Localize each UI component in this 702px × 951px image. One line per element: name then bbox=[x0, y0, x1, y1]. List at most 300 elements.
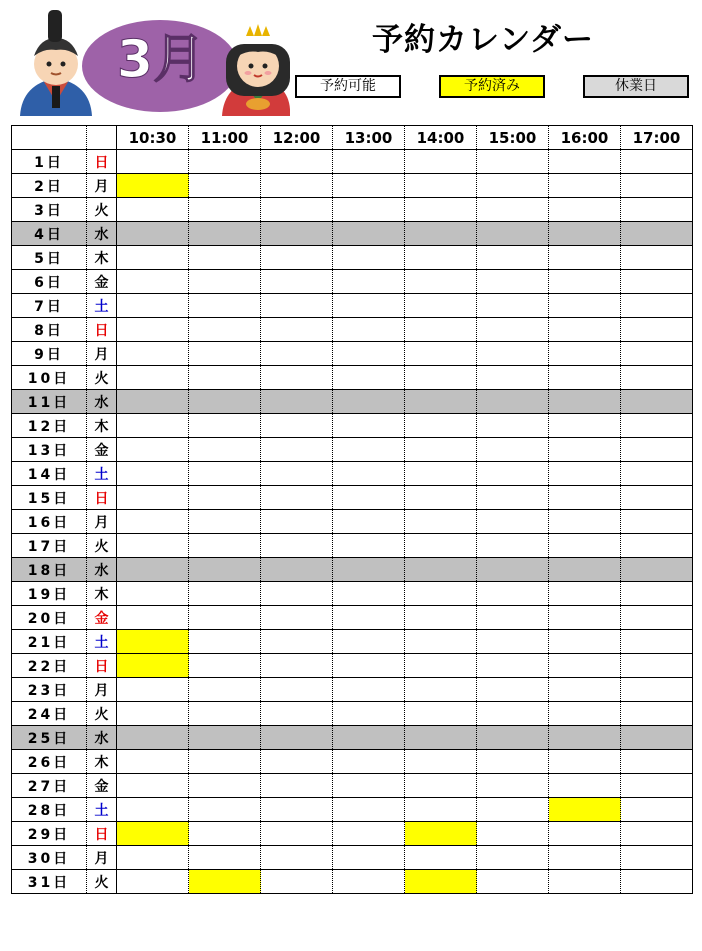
day-date-cell: 20日 bbox=[12, 606, 87, 630]
slot-cell-available[interactable] bbox=[189, 510, 261, 534]
slot-cell-available[interactable] bbox=[405, 702, 477, 726]
day-date-cell: 17日 bbox=[12, 534, 87, 558]
slot-cell-available[interactable] bbox=[477, 630, 549, 654]
slot-cell-available[interactable] bbox=[117, 846, 189, 870]
slot-cell-available[interactable] bbox=[261, 174, 333, 198]
slot-cell-available[interactable] bbox=[549, 342, 621, 366]
slot-cell-available[interactable] bbox=[333, 270, 405, 294]
slot-cell-available[interactable] bbox=[189, 606, 261, 630]
time-slot-header: 17:00 bbox=[621, 126, 693, 150]
slot-cell-available[interactable] bbox=[261, 750, 333, 774]
slot-cell-available[interactable] bbox=[333, 774, 405, 798]
slot-cell-available[interactable] bbox=[549, 822, 621, 846]
slot-cell-booked[interactable] bbox=[405, 870, 477, 894]
slot-cell-available[interactable] bbox=[621, 582, 693, 606]
slot-cell-available[interactable] bbox=[405, 846, 477, 870]
slot-cell-available[interactable] bbox=[189, 750, 261, 774]
day-weekday-cell: 日 bbox=[87, 318, 117, 342]
slot-cell-available[interactable] bbox=[549, 438, 621, 462]
slot-cell-available[interactable] bbox=[405, 798, 477, 822]
day-weekday-cell: 金 bbox=[87, 438, 117, 462]
day-row bbox=[12, 822, 693, 846]
slot-cell-available[interactable] bbox=[189, 678, 261, 702]
slot-cell-available[interactable] bbox=[621, 462, 693, 486]
slot-cell-available[interactable] bbox=[261, 318, 333, 342]
slot-cell-booked[interactable] bbox=[117, 174, 189, 198]
slot-cell-available[interactable] bbox=[117, 702, 189, 726]
slot-cell-available[interactable] bbox=[549, 486, 621, 510]
slot-cell-available[interactable] bbox=[549, 294, 621, 318]
day-row bbox=[12, 414, 693, 438]
slot-cell-available[interactable] bbox=[333, 174, 405, 198]
day-weekday-cell: 水 bbox=[87, 558, 117, 582]
slot-cell-available[interactable] bbox=[333, 654, 405, 678]
slot-cell-available[interactable] bbox=[261, 582, 333, 606]
slot-cell-available[interactable] bbox=[333, 510, 405, 534]
slot-cell-available[interactable] bbox=[405, 510, 477, 534]
day-date-cell: 13日 bbox=[12, 438, 87, 462]
slot-cell-available[interactable] bbox=[549, 678, 621, 702]
slot-cell-available[interactable] bbox=[477, 582, 549, 606]
day-weekday-cell: 水 bbox=[87, 390, 117, 414]
slot-cell-available[interactable] bbox=[405, 198, 477, 222]
slot-cell-available[interactable] bbox=[261, 414, 333, 438]
slot-cell-available[interactable] bbox=[117, 366, 189, 390]
slot-cell-available[interactable] bbox=[477, 606, 549, 630]
day-row bbox=[12, 486, 693, 510]
slot-cell-available[interactable] bbox=[189, 318, 261, 342]
day-weekday-cell: 日 bbox=[87, 654, 117, 678]
slot-cell-available[interactable] bbox=[261, 150, 333, 174]
slot-cell-available[interactable] bbox=[621, 150, 693, 174]
day-date-cell: 6日 bbox=[12, 270, 87, 294]
slot-cell-available[interactable] bbox=[477, 870, 549, 894]
slot-cell-available[interactable] bbox=[549, 270, 621, 294]
slot-cell-available[interactable] bbox=[189, 486, 261, 510]
slot-cell-available[interactable] bbox=[117, 294, 189, 318]
slot-cell-available[interactable] bbox=[333, 606, 405, 630]
slot-cell-available[interactable] bbox=[621, 534, 693, 558]
slot-cell-available[interactable] bbox=[405, 654, 477, 678]
time-slot-header: 14:00 bbox=[405, 126, 477, 150]
header-weekday-cell bbox=[87, 126, 117, 150]
day-row bbox=[12, 174, 693, 198]
day-date-cell: 19日 bbox=[12, 582, 87, 606]
day-date-cell: 31日 bbox=[12, 870, 87, 894]
day-row bbox=[12, 318, 693, 342]
slot-cell-available[interactable] bbox=[621, 630, 693, 654]
slot-cell-available[interactable] bbox=[261, 486, 333, 510]
slot-cell-available[interactable] bbox=[621, 678, 693, 702]
slot-cell-available[interactable] bbox=[333, 486, 405, 510]
slot-cell-available[interactable] bbox=[189, 702, 261, 726]
day-date-cell: 4日 bbox=[12, 222, 87, 246]
slot-cell-available[interactable] bbox=[117, 318, 189, 342]
day-row bbox=[12, 198, 693, 222]
slot-cell-available[interactable] bbox=[549, 774, 621, 798]
day-row bbox=[12, 390, 693, 414]
slot-cell-available[interactable] bbox=[477, 174, 549, 198]
slot-cell-booked[interactable] bbox=[549, 798, 621, 822]
slot-cell-available[interactable] bbox=[405, 606, 477, 630]
day-date-cell: 1日 bbox=[12, 150, 87, 174]
slot-cell-available[interactable] bbox=[477, 438, 549, 462]
day-date-cell: 24日 bbox=[12, 702, 87, 726]
slot-cell-available[interactable] bbox=[621, 198, 693, 222]
slot-cell-available[interactable] bbox=[333, 342, 405, 366]
slot-cell-available[interactable] bbox=[261, 654, 333, 678]
slot-cell-available[interactable] bbox=[549, 150, 621, 174]
slot-cell-available[interactable] bbox=[477, 270, 549, 294]
legend-available: 予約可能 bbox=[295, 75, 401, 98]
slot-cell-available[interactable] bbox=[621, 702, 693, 726]
slot-cell-closed bbox=[405, 726, 477, 750]
slot-cell-available[interactable] bbox=[333, 534, 405, 558]
slot-cell-available[interactable] bbox=[189, 534, 261, 558]
day-row bbox=[12, 558, 693, 582]
slot-cell-available[interactable] bbox=[333, 294, 405, 318]
slot-cell-available[interactable] bbox=[621, 270, 693, 294]
slot-cell-available[interactable] bbox=[621, 366, 693, 390]
slot-cell-available[interactable] bbox=[477, 462, 549, 486]
slot-cell-available[interactable] bbox=[477, 486, 549, 510]
day-weekday-cell: 木 bbox=[87, 414, 117, 438]
slot-cell-available[interactable] bbox=[477, 246, 549, 270]
slot-cell-available[interactable] bbox=[405, 318, 477, 342]
day-row bbox=[12, 846, 693, 870]
slot-cell-available[interactable] bbox=[621, 486, 693, 510]
slot-cell-available[interactable] bbox=[405, 678, 477, 702]
slot-cell-available[interactable] bbox=[549, 702, 621, 726]
slot-cell-available[interactable] bbox=[117, 582, 189, 606]
day-date-cell: 5日 bbox=[12, 246, 87, 270]
slot-cell-available[interactable] bbox=[477, 342, 549, 366]
slot-cell-closed bbox=[261, 222, 333, 246]
day-weekday-cell: 月 bbox=[87, 174, 117, 198]
slot-cell-available[interactable] bbox=[189, 630, 261, 654]
slot-cell-available[interactable] bbox=[189, 198, 261, 222]
slot-cell-available[interactable] bbox=[405, 630, 477, 654]
slot-cell-available[interactable] bbox=[189, 822, 261, 846]
slot-cell-available[interactable] bbox=[261, 462, 333, 486]
slot-cell-available[interactable] bbox=[261, 342, 333, 366]
slot-cell-available[interactable] bbox=[333, 414, 405, 438]
slot-cell-available[interactable] bbox=[117, 534, 189, 558]
slot-cell-available[interactable] bbox=[333, 702, 405, 726]
page-title: 予約カレンダー bbox=[372, 22, 594, 58]
day-weekday-cell: 火 bbox=[87, 870, 117, 894]
slot-cell-available[interactable] bbox=[261, 822, 333, 846]
month-badge: 3月 bbox=[116, 30, 206, 90]
slot-cell-available[interactable] bbox=[261, 366, 333, 390]
slot-cell-available[interactable] bbox=[189, 294, 261, 318]
day-weekday-cell: 火 bbox=[87, 366, 117, 390]
day-date-cell: 7日 bbox=[12, 294, 87, 318]
slot-cell-available[interactable] bbox=[405, 342, 477, 366]
day-weekday-cell: 月 bbox=[87, 510, 117, 534]
slot-cell-available[interactable] bbox=[333, 846, 405, 870]
slot-cell-available[interactable] bbox=[261, 294, 333, 318]
slot-cell-available[interactable] bbox=[477, 702, 549, 726]
slot-cell-available[interactable] bbox=[261, 774, 333, 798]
day-date-cell: 14日 bbox=[12, 462, 87, 486]
day-row bbox=[12, 702, 693, 726]
day-date-cell: 3日 bbox=[12, 198, 87, 222]
slot-cell-available[interactable] bbox=[405, 438, 477, 462]
slot-cell-available[interactable] bbox=[333, 150, 405, 174]
slot-cell-booked[interactable] bbox=[117, 654, 189, 678]
day-weekday-cell: 土 bbox=[87, 462, 117, 486]
slot-cell-available[interactable] bbox=[117, 750, 189, 774]
day-row bbox=[12, 438, 693, 462]
slot-cell-available[interactable] bbox=[621, 438, 693, 462]
slot-cell-closed bbox=[189, 222, 261, 246]
day-row bbox=[12, 510, 693, 534]
slot-cell-available[interactable] bbox=[549, 630, 621, 654]
slot-cell-available[interactable] bbox=[621, 510, 693, 534]
slot-cell-available[interactable] bbox=[549, 414, 621, 438]
slot-cell-available[interactable] bbox=[333, 798, 405, 822]
day-date-cell: 2日 bbox=[12, 174, 87, 198]
slot-cell-available[interactable] bbox=[189, 174, 261, 198]
slot-cell-closed bbox=[189, 558, 261, 582]
slot-cell-available[interactable] bbox=[117, 678, 189, 702]
slot-cell-available[interactable] bbox=[477, 534, 549, 558]
day-row bbox=[12, 774, 693, 798]
day-row bbox=[12, 222, 693, 246]
day-row bbox=[12, 534, 693, 558]
slot-cell-available[interactable] bbox=[405, 270, 477, 294]
slot-cell-available[interactable] bbox=[405, 366, 477, 390]
slot-cell-available[interactable] bbox=[189, 798, 261, 822]
day-weekday-cell: 火 bbox=[87, 534, 117, 558]
slot-cell-available[interactable] bbox=[621, 822, 693, 846]
slot-cell-available[interactable] bbox=[189, 150, 261, 174]
slot-cell-available[interactable] bbox=[189, 462, 261, 486]
slot-cell-available[interactable] bbox=[333, 318, 405, 342]
day-date-cell: 26日 bbox=[12, 750, 87, 774]
slot-cell-available[interactable] bbox=[261, 606, 333, 630]
slot-cell-available[interactable] bbox=[477, 654, 549, 678]
slot-cell-available[interactable] bbox=[549, 534, 621, 558]
header-row bbox=[12, 126, 693, 150]
slot-cell-available[interactable] bbox=[549, 246, 621, 270]
slot-cell-available[interactable] bbox=[405, 294, 477, 318]
slot-cell-available[interactable] bbox=[117, 798, 189, 822]
slot-cell-available[interactable] bbox=[621, 174, 693, 198]
slot-cell-available[interactable] bbox=[405, 582, 477, 606]
slot-cell-available[interactable] bbox=[549, 582, 621, 606]
slot-cell-available[interactable] bbox=[477, 294, 549, 318]
slot-cell-available[interactable] bbox=[405, 246, 477, 270]
slot-cell-available[interactable] bbox=[477, 750, 549, 774]
slot-cell-available[interactable] bbox=[261, 510, 333, 534]
slot-cell-available[interactable] bbox=[117, 270, 189, 294]
slot-cell-available[interactable] bbox=[333, 750, 405, 774]
slot-cell-closed bbox=[549, 726, 621, 750]
day-row bbox=[12, 246, 693, 270]
slot-cell-available[interactable] bbox=[189, 414, 261, 438]
slot-cell-available[interactable] bbox=[405, 462, 477, 486]
slot-cell-available[interactable] bbox=[261, 846, 333, 870]
slot-cell-available[interactable] bbox=[477, 822, 549, 846]
slot-cell-available[interactable] bbox=[117, 606, 189, 630]
day-weekday-cell: 日 bbox=[87, 486, 117, 510]
slot-cell-available[interactable] bbox=[477, 366, 549, 390]
slot-cell-available[interactable] bbox=[549, 462, 621, 486]
day-weekday-cell: 金 bbox=[87, 774, 117, 798]
slot-cell-available[interactable] bbox=[333, 462, 405, 486]
slot-cell-available[interactable] bbox=[477, 150, 549, 174]
slot-cell-available[interactable] bbox=[117, 414, 189, 438]
slot-cell-booked[interactable] bbox=[117, 822, 189, 846]
slot-cell-available[interactable] bbox=[189, 342, 261, 366]
day-row bbox=[12, 462, 693, 486]
slot-cell-closed bbox=[549, 558, 621, 582]
slot-cell-available[interactable] bbox=[405, 486, 477, 510]
slot-cell-available[interactable] bbox=[405, 534, 477, 558]
slot-cell-booked[interactable] bbox=[117, 630, 189, 654]
slot-cell-closed bbox=[189, 390, 261, 414]
slot-cell-available[interactable] bbox=[477, 798, 549, 822]
slot-cell-available[interactable] bbox=[405, 174, 477, 198]
slot-cell-available[interactable] bbox=[189, 774, 261, 798]
slot-cell-available[interactable] bbox=[261, 798, 333, 822]
day-date-cell: 18日 bbox=[12, 558, 87, 582]
day-date-cell: 29日 bbox=[12, 822, 87, 846]
day-weekday-cell: 月 bbox=[87, 342, 117, 366]
slot-cell-available[interactable] bbox=[117, 462, 189, 486]
slot-cell-available[interactable] bbox=[405, 414, 477, 438]
slot-cell-available[interactable] bbox=[621, 318, 693, 342]
slot-cell-available[interactable] bbox=[117, 150, 189, 174]
slot-cell-available[interactable] bbox=[117, 486, 189, 510]
day-weekday-cell: 土 bbox=[87, 798, 117, 822]
slot-cell-available[interactable] bbox=[189, 366, 261, 390]
day-row bbox=[12, 870, 693, 894]
slot-cell-available[interactable] bbox=[117, 438, 189, 462]
slot-cell-available[interactable] bbox=[117, 246, 189, 270]
slot-cell-available[interactable] bbox=[621, 294, 693, 318]
slot-cell-available[interactable] bbox=[477, 846, 549, 870]
slot-cell-available[interactable] bbox=[621, 798, 693, 822]
day-row bbox=[12, 654, 693, 678]
day-date-cell: 15日 bbox=[12, 486, 87, 510]
slot-cell-available[interactable] bbox=[477, 774, 549, 798]
day-date-cell: 22日 bbox=[12, 654, 87, 678]
slot-cell-closed bbox=[117, 390, 189, 414]
slot-cell-available[interactable] bbox=[189, 582, 261, 606]
slot-cell-available[interactable] bbox=[549, 318, 621, 342]
slot-cell-available[interactable] bbox=[261, 270, 333, 294]
day-weekday-cell: 水 bbox=[87, 222, 117, 246]
slot-cell-available[interactable] bbox=[333, 438, 405, 462]
slot-cell-available[interactable] bbox=[333, 198, 405, 222]
slot-cell-available[interactable] bbox=[261, 702, 333, 726]
day-weekday-cell: 日 bbox=[87, 150, 117, 174]
slot-cell-available[interactable] bbox=[477, 414, 549, 438]
slot-cell-available[interactable] bbox=[261, 438, 333, 462]
slot-cell-closed bbox=[333, 558, 405, 582]
time-slot-header: 16:00 bbox=[549, 126, 621, 150]
slot-cell-available[interactable] bbox=[333, 678, 405, 702]
slot-cell-available[interactable] bbox=[549, 654, 621, 678]
slot-cell-available[interactable] bbox=[621, 870, 693, 894]
day-row bbox=[12, 270, 693, 294]
slot-cell-available[interactable] bbox=[405, 150, 477, 174]
slot-cell-available[interactable] bbox=[333, 870, 405, 894]
slot-cell-booked[interactable] bbox=[189, 870, 261, 894]
day-date-cell: 28日 bbox=[12, 798, 87, 822]
slot-cell-available[interactable] bbox=[549, 198, 621, 222]
slot-cell-available[interactable] bbox=[117, 342, 189, 366]
slot-cell-available[interactable] bbox=[621, 774, 693, 798]
time-slot-header: 15:00 bbox=[477, 126, 549, 150]
slot-cell-available[interactable] bbox=[621, 342, 693, 366]
slot-cell-available[interactable] bbox=[333, 630, 405, 654]
slot-cell-available[interactable] bbox=[405, 774, 477, 798]
slot-cell-available[interactable] bbox=[621, 606, 693, 630]
slot-cell-available[interactable] bbox=[621, 654, 693, 678]
header bbox=[0, 0, 702, 122]
slot-cell-available[interactable] bbox=[189, 654, 261, 678]
slot-cell-closed bbox=[333, 726, 405, 750]
slot-cell-available[interactable] bbox=[477, 678, 549, 702]
slot-cell-available[interactable] bbox=[621, 750, 693, 774]
slot-cell-available[interactable] bbox=[189, 246, 261, 270]
slot-cell-available[interactable] bbox=[549, 750, 621, 774]
slot-cell-closed bbox=[333, 390, 405, 414]
slot-cell-available[interactable] bbox=[333, 366, 405, 390]
slot-cell-available[interactable] bbox=[477, 510, 549, 534]
slot-cell-available[interactable] bbox=[477, 198, 549, 222]
slot-cell-booked[interactable] bbox=[405, 822, 477, 846]
slot-cell-available[interactable] bbox=[549, 366, 621, 390]
slot-cell-available[interactable] bbox=[261, 198, 333, 222]
slot-cell-available[interactable] bbox=[549, 606, 621, 630]
reservation-calendar-table bbox=[11, 125, 693, 894]
slot-cell-available[interactable] bbox=[189, 438, 261, 462]
slot-cell-available[interactable] bbox=[549, 174, 621, 198]
day-date-cell: 16日 bbox=[12, 510, 87, 534]
slot-cell-available[interactable] bbox=[333, 822, 405, 846]
slot-cell-available[interactable] bbox=[621, 846, 693, 870]
slot-cell-available[interactable] bbox=[261, 534, 333, 558]
slot-cell-available[interactable] bbox=[261, 630, 333, 654]
slot-cell-available[interactable] bbox=[117, 774, 189, 798]
slot-cell-available[interactable] bbox=[549, 510, 621, 534]
slot-cell-available[interactable] bbox=[117, 510, 189, 534]
day-date-cell: 27日 bbox=[12, 774, 87, 798]
slot-cell-available[interactable] bbox=[117, 870, 189, 894]
slot-cell-available[interactable] bbox=[261, 678, 333, 702]
slot-cell-available[interactable] bbox=[549, 846, 621, 870]
slot-cell-available[interactable] bbox=[333, 582, 405, 606]
slot-cell-available[interactable] bbox=[405, 750, 477, 774]
slot-cell-available[interactable] bbox=[621, 246, 693, 270]
slot-cell-available[interactable] bbox=[261, 870, 333, 894]
slot-cell-available[interactable] bbox=[549, 870, 621, 894]
slot-cell-available[interactable] bbox=[117, 198, 189, 222]
slot-cell-available[interactable] bbox=[333, 246, 405, 270]
slot-cell-closed bbox=[117, 222, 189, 246]
slot-cell-available[interactable] bbox=[189, 846, 261, 870]
slot-cell-available[interactable] bbox=[477, 318, 549, 342]
slot-cell-available[interactable] bbox=[621, 414, 693, 438]
time-slot-header: 10:30 bbox=[117, 126, 189, 150]
slot-cell-available[interactable] bbox=[189, 270, 261, 294]
slot-cell-available[interactable] bbox=[261, 246, 333, 270]
